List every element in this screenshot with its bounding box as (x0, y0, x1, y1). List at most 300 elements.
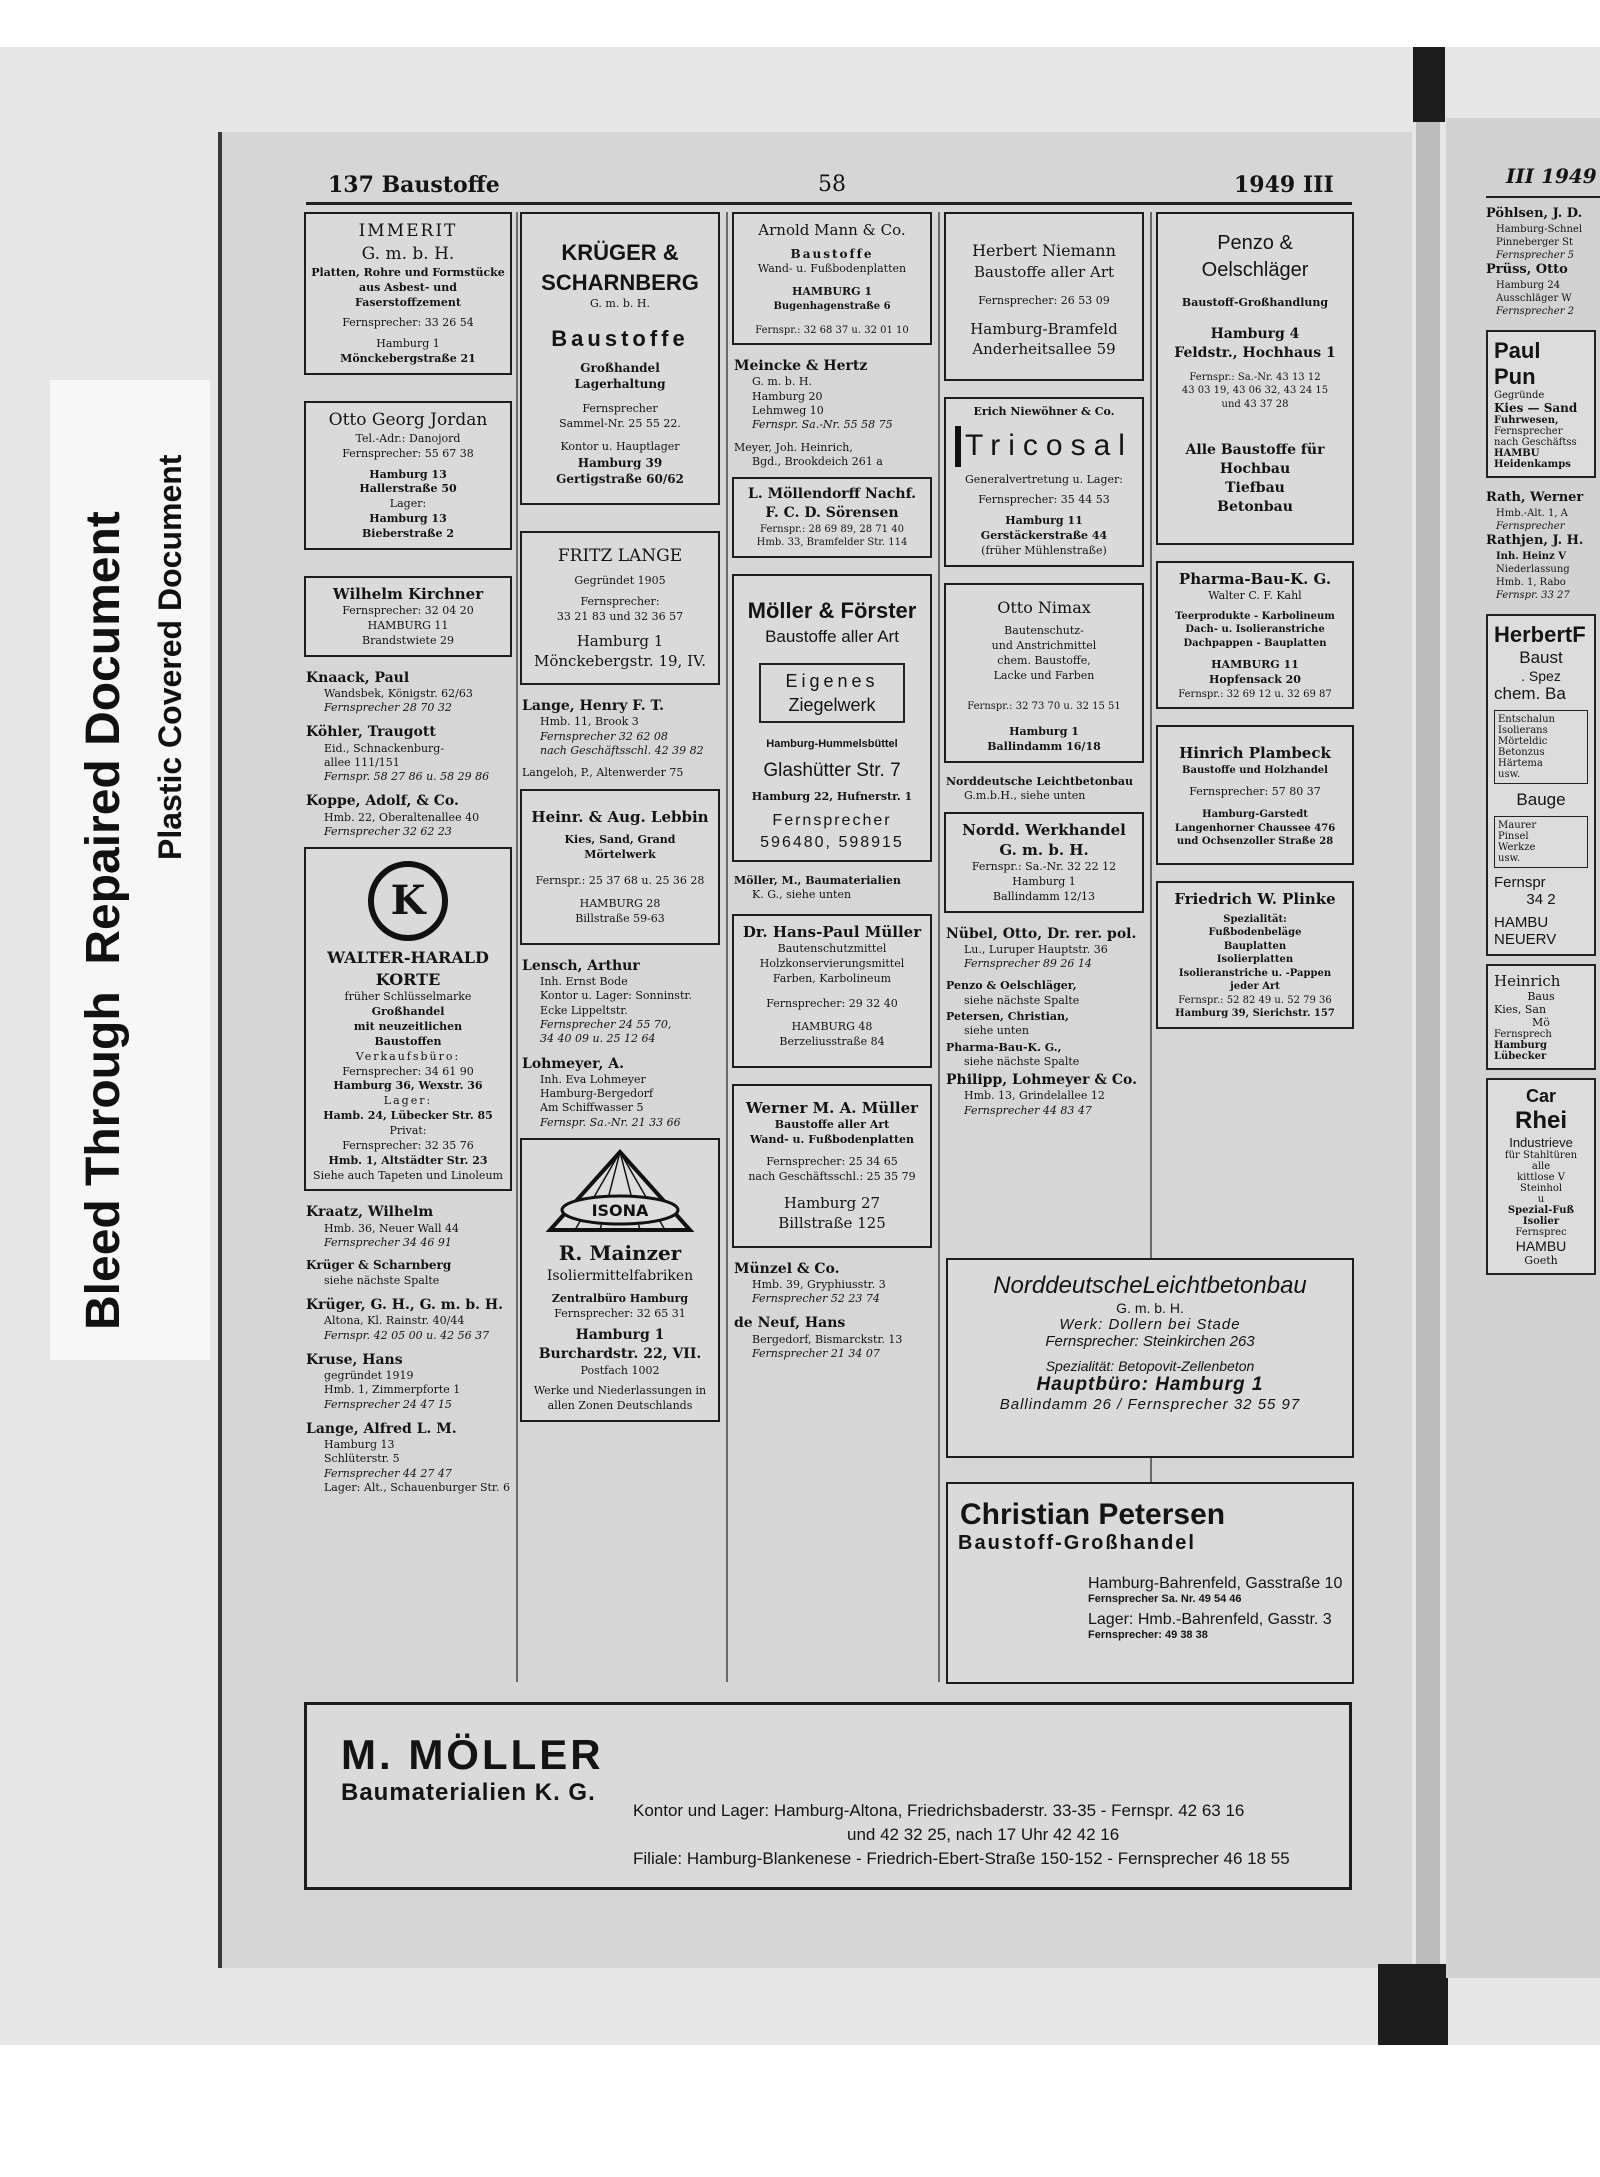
ad-penzo-oelschlaeger (1156, 212, 1354, 545)
entry-line: Lager: Alt., Schauenburger Str. 6 (324, 1480, 510, 1494)
entry-line: Inh. Heinz V (1496, 550, 1566, 562)
entry-name: Pöhlsen, J. D. (1486, 206, 1583, 221)
ad-text: alle (1531, 1160, 1551, 1172)
ad-pharma-bau (1156, 561, 1354, 710)
listing-entry (732, 441, 932, 470)
ad-phone: Sammel-Nr. 25 55 22. (559, 417, 681, 431)
ad-text: Isolier (1522, 1215, 1560, 1227)
ad-isona (520, 1138, 720, 1422)
entry-name: Rath, Werner (1486, 489, 1584, 505)
ad-title: Pharma-Bau-K. G. (1178, 569, 1332, 588)
book-gutter (1416, 120, 1440, 1980)
ad-text: Kies, Sand, Grand (564, 832, 676, 846)
ad-phone: 43 03 19, 43 06 32, 43 24 15 (1181, 385, 1329, 397)
ad-street: Gerstäckerstraße 44 (980, 529, 1108, 543)
ad-address: Hamb. 24, Lübecker Str. 85 (323, 1109, 493, 1123)
ad-title: Möller & Förster (747, 597, 917, 623)
ad-address: Hamburg 22, Hufnerstr. 1 (751, 789, 913, 803)
entry-line: Fernsprecher 24 47 15 (324, 1397, 452, 1411)
listing-entry (304, 1351, 512, 1412)
ad-heinrich-partial (1486, 964, 1596, 1070)
ad-text: Betonzus (1498, 746, 1545, 758)
ad-title: Rhei (1514, 1106, 1567, 1134)
ad-moellendorff (732, 477, 932, 558)
ad-city: HAMBU (1515, 1237, 1567, 1254)
entry-name: Lange, Henry F. T. (522, 698, 665, 715)
listing-entry (520, 697, 720, 758)
tricosal-logo: Tricosal (955, 426, 1133, 467)
ad-text: jeder Art (1230, 981, 1280, 993)
ad-text: Fußbodenbeläge (1208, 927, 1302, 939)
ad-phone: 33 21 83 und 32 36 57 (556, 609, 684, 623)
ad-phone: 596480, 598915 (760, 834, 904, 852)
entry-line: Hmb. 1, Zimmerpforte 1 (324, 1383, 461, 1397)
ad-title: NorddeutscheLeichtbetonbau (993, 1272, 1307, 1299)
entry-name: Meincke & Hertz (734, 358, 868, 375)
ad-title: WALTER-HARALD (327, 948, 489, 968)
listing-entry (520, 766, 720, 780)
ad-text: Dachpappen - Bauplatten (1183, 637, 1327, 649)
ad-heading: Baustoffe (790, 247, 874, 262)
entry-line: Pinneberger St (1496, 236, 1573, 248)
page-number: 58 (818, 172, 846, 197)
entry-line: Fernspr. 42 05 00 u. 42 56 37 (324, 1328, 490, 1342)
ad-text: Werkze (1498, 841, 1536, 853)
entry-name: Krüger & Scharnberg (306, 1258, 452, 1273)
entry-name: Philipp, Lohmeyer & Co. (946, 1072, 1137, 1089)
ad-city: Hamburg 11 (1005, 514, 1083, 528)
ad-text: Mörtelwerk (584, 847, 656, 861)
entry-line: Lu., Luruper Hauptstr. 36 (964, 942, 1108, 956)
entry-line: Bergedorf, Bismarckstr. 13 (752, 1332, 903, 1346)
ad-text: mit neuzeitlichen (353, 1020, 463, 1034)
entry-line: K. G., siehe unten (752, 887, 852, 901)
ad-text: Kies, San (1494, 1002, 1547, 1016)
entry-line: siehe nächste Spalte (324, 1273, 440, 1287)
ad-paul-pun (1486, 330, 1596, 478)
ad-text: nach Geschäftss (1494, 436, 1577, 448)
ad-text: Teerprodukte - Karbolineum (1175, 610, 1335, 622)
entry-line: Fernsprecher 24 55 70, (540, 1018, 672, 1032)
ad-text: Isolierplatten (1216, 954, 1294, 966)
ad-phone: Fernspr.: 28 69 89, 28 71 40 (760, 523, 904, 535)
ad-title: FRITZ LANGE (557, 546, 683, 567)
ad-street: Mönckebergstraße 21 (340, 352, 476, 366)
entry-line: 34 40 09 u. 25 12 64 (540, 1032, 656, 1046)
entry-name: Möller, M., Baumaterialien (734, 873, 901, 887)
ad-phone: Fernsprecher: 26 53 09 (978, 293, 1110, 307)
ad-title: Penzo & Oelschläger (1201, 232, 1309, 281)
ad-text: Lager: (389, 497, 427, 511)
entry-line: siehe nächste Spalte (964, 993, 1080, 1007)
ad-text: Wand- u. Fußbodenplatten (749, 1132, 915, 1146)
ad-street: Langenhorner Chaussee 476 (1174, 822, 1336, 834)
ad-text: Maurer (1498, 819, 1537, 831)
entry-line: Hmb. 11, Brook 3 (540, 715, 639, 729)
ad-title: L. Möllendorff Nachf. (748, 486, 916, 503)
column-separator (1150, 212, 1152, 1682)
ad-city: Hamburg 27 (783, 1194, 881, 1213)
entry-name: Rathjen, J. H. (1486, 532, 1584, 548)
ad-text: Lager: (383, 1094, 433, 1108)
ad-title: Otto Nimax (997, 597, 1091, 617)
ad-text: Mö (1532, 1015, 1550, 1029)
ad-title: Wilhelm Kirchner (332, 584, 484, 603)
ad-phone: Fernsprecher: 55 67 38 (342, 446, 474, 460)
ad-text: Tel.-Adr.: Danojord (355, 431, 461, 445)
ad-phone: Fernsprecher: 49 38 38 (1088, 1629, 1208, 1641)
ad-plambeck (1156, 725, 1354, 864)
listing-entry (304, 669, 512, 716)
column-separator (726, 212, 728, 1682)
ad-text: Isolieranstriche u. -Pappen (1178, 967, 1332, 979)
entry-name: Lensch, Arthur (522, 958, 640, 974)
ad-title: Dr. Hans-Paul Müller (742, 923, 922, 942)
header-right: 1949 III (1234, 172, 1334, 198)
entry-line: Hmb. 1, Rabo (1496, 576, 1566, 588)
ad-text: Tiefbau (1225, 479, 1285, 496)
entry-line: Ausschläger W (1496, 292, 1572, 304)
ad-street: Anderheitsallee 59 (972, 339, 1116, 358)
spine-top (1413, 47, 1445, 122)
ad-text: Farben, Karbolineum (772, 972, 892, 986)
ad-text: Pinsel (1498, 830, 1529, 842)
ad-phone: Fernsprecher: 32 04 20 (342, 604, 474, 618)
plastic-covered-label: Plastic Covered Document (152, 454, 188, 860)
ad-lebbin (520, 789, 720, 945)
bleed-through-repaired-label: Bleed Through Repaired Document (77, 511, 130, 1330)
ad-text: Lacke und Farben (993, 668, 1095, 682)
ad-street: Ballindamm 12/13 (993, 889, 1095, 903)
entry-line: Fernspr. 33 27 (1496, 589, 1570, 601)
ad-phone: Fernsprech (1494, 1028, 1552, 1040)
ad-text: Dach- u. Isolieranstriche (1185, 624, 1325, 636)
entry-line: Hmb. 39, Gryphiusstr. 3 (752, 1277, 886, 1291)
ad-text: Ziegelwerk (788, 694, 876, 715)
ad-address: Hamburg 39, Sierichstr. 157 (1175, 1008, 1335, 1020)
entry-line: Am Schiffwasser 5 (540, 1101, 644, 1115)
ad-phone: Fernsprecher: 33 26 54 (342, 316, 474, 330)
ad-text: Baustoff-Großhandlung (1181, 296, 1329, 309)
ad-address: Filiale: Hamburg-Blankenese - Friedrich-Ebert-Straße 150-152 - Fernsprecher 46 18 55 (633, 1849, 1290, 1868)
ad-text: Postfach 1002 (580, 1363, 660, 1377)
entry-line: Hamburg 24 (1496, 279, 1561, 291)
ad-text: Härtema (1498, 757, 1543, 769)
ad-text: Kontor u. Hauptlager (560, 439, 680, 453)
ad-city: HAMBURG 28 (579, 897, 661, 911)
ad-title: Werner M. A. Müller (745, 1098, 919, 1117)
ad-text: Großhandel (371, 1005, 445, 1019)
ad-title: KRÜGER & (561, 240, 679, 265)
ad-phone: Fernspr.: 32 68 37 u. 32 01 10 (755, 324, 909, 336)
listing-entry (304, 792, 512, 839)
ad-title: Erich Niewöhner & Co. (973, 405, 1115, 419)
ad-city: Hamburg 1 (575, 1326, 665, 1343)
ad-text: Großhandel (580, 360, 660, 375)
entry-line: Fernspr. Sa.-Nr. 21 33 66 (540, 1115, 681, 1129)
entry-line: siehe unten (964, 1024, 1029, 1038)
ad-plinke (1156, 881, 1354, 1029)
ad-text: Alle Baustoffe für (1185, 442, 1325, 459)
listing-entry (304, 1296, 512, 1343)
ad-phone: Fernsprecher Sa. Nr. 49 54 46 (1088, 1593, 1242, 1605)
ad-street: Berzeliusstraße 84 (779, 1034, 885, 1048)
ad-address: Hamburg 36, Wexstr. 36 (333, 1079, 483, 1093)
ad-phone: Fernsprec (1515, 1226, 1567, 1238)
entry-line: G.m.b.H., siehe unten (964, 789, 1086, 803)
ad-text: Eigenes (785, 670, 879, 691)
spine-bottom (1378, 1964, 1448, 2045)
ad-text: Bautenschutzmittel (777, 942, 887, 956)
listing-entry (304, 1420, 512, 1495)
ad-title: M. MÖLLER (341, 1731, 604, 1778)
header-rule (306, 202, 1352, 205)
column-2 (520, 212, 720, 1434)
ad-inner-list (1494, 816, 1588, 868)
entry-line: Fernsprecher (1496, 520, 1565, 532)
ad-phone: und 43 37 28 (1221, 398, 1289, 410)
ad-address: Hamburg-Bahrenfeld, Gasstraße 10 (1088, 1575, 1343, 1592)
ad-text: chem. Baustoffe, (997, 654, 1091, 668)
ad-text: Isoliermittelfabriken (546, 1268, 694, 1285)
ad-title: Christian Petersen (960, 1498, 1226, 1531)
ad-title: Otto Georg Jordan (328, 409, 488, 430)
ad-herbert-partial (1486, 614, 1596, 956)
ad-immerit (304, 212, 512, 375)
ad-text: Spezialität: (1223, 913, 1287, 925)
entry-line: Hmb. 36, Neuer Wall 44 (324, 1221, 459, 1235)
ad-city: Hamburg 1 (376, 337, 440, 351)
entry-line: Ecke Lippeltstr. (540, 1003, 628, 1017)
isona-logo-icon (545, 1146, 695, 1236)
ad-city: Hamburg 1 (1009, 725, 1079, 739)
entry-name: Koppe, Adolf, & Co. (306, 793, 459, 810)
ad-phone: Fernspr.: Sa.-Nr. 32 22 12 (971, 860, 1117, 873)
ad-werner-mueller (732, 1084, 932, 1248)
entry-line: Schlüterstr. 5 (324, 1452, 400, 1466)
ad-title: HerbertF (1494, 621, 1586, 647)
ad-herbert-niemann (944, 212, 1144, 381)
ad-text: (früher Mühlenstraße) (981, 543, 1107, 557)
listing-entry (304, 1258, 512, 1288)
ad-text: Betonbau (1217, 498, 1293, 515)
ad-text: Fernsprecher (1494, 425, 1563, 437)
entry-line: siehe nächste Spalte (964, 1054, 1080, 1068)
ad-address: Ballindamm 26 / Fernsprecher 32 55 97 (999, 1396, 1301, 1413)
ad-city: Hamburg 39 (577, 455, 663, 470)
ad-address: Hauptbüro: Hamburg 1 (1036, 1374, 1264, 1395)
entry-name: Kraatz, Wilhelm (306, 1204, 434, 1221)
ad-city: Hamburg 13 (369, 467, 447, 481)
ad-text: Baustoffen (374, 1034, 442, 1048)
ad-street: Hallerstraße 50 (359, 482, 457, 496)
ad-text: Mörteldic (1498, 735, 1548, 747)
ad-city: HAMBU (1494, 913, 1549, 931)
entry-name: Nübel, Otto, Dr. rer. pol. (946, 925, 1137, 942)
entry-line: Hamburg-Schnel (1496, 223, 1583, 235)
right-entries-top (1446, 202, 1600, 322)
column-separator (516, 212, 518, 1682)
ad-phone: Fernspr (1494, 873, 1546, 891)
entry-line: Fernsprecher 52 23 74 (752, 1292, 880, 1306)
ad-jordan (304, 401, 512, 550)
right-header-rule (1486, 196, 1600, 198)
ad-street: Hopfensack 20 (1209, 673, 1301, 687)
ad-text: Generalvertretung u. Lager: (965, 472, 1123, 486)
entry-line: Fernspr. 58 27 86 u. 58 29 86 (324, 770, 490, 784)
ad-text: Entschalun (1498, 713, 1555, 725)
listing-entry (520, 957, 720, 1047)
ad-title: IMMERIT (358, 221, 458, 241)
listing-entry (732, 1260, 932, 1307)
listing-entry (944, 979, 1144, 1008)
ad-krueger-scharnberg (520, 212, 720, 505)
ad-address: Hmb. 33, Bramfelder Str. 114 (756, 537, 908, 549)
entry-name: Pharma-Bau-K. G., (946, 1040, 1062, 1054)
ad-subtitle: G. m. b. H. (361, 243, 455, 264)
ad-title: R. Mainzer (558, 1241, 682, 1266)
ad-phone: Fernsprecher: 34 61 90 (342, 1064, 474, 1078)
ad-text: chem. Ba (1494, 683, 1566, 703)
ad-street: Feldstr., Hochhaus 1 (1174, 344, 1336, 361)
entry-line: Fernsprecher 32 62 23 (324, 824, 452, 838)
ad-text: Fernsprecher: (580, 594, 660, 608)
ad-title: Heinr. & Aug. Lebbin (531, 807, 709, 826)
ad-text: Baustoffe und Holzhandel (1182, 764, 1328, 776)
entry-name: de Neuf, Hans (734, 1315, 846, 1332)
listing-entry (944, 775, 1144, 804)
ad-street: Bieberstraße 2 (362, 526, 454, 540)
ad-text: Verkaufsbüro: (355, 1049, 461, 1063)
ad-text: Baustoffe aller Art (973, 262, 1115, 281)
ad-phone: Fernspr.: 32 69 12 u. 32 69 87 (1178, 688, 1332, 700)
ad-inner-list (1494, 710, 1588, 784)
ad-city: Hamburg 4 (1210, 325, 1300, 342)
right-entries-mid (1446, 486, 1600, 606)
entry-name: Petersen, Christian, (946, 1009, 1069, 1023)
ad-title: Arnold Mann & Co. (758, 221, 906, 239)
entry-line: Hmb. 22, Oberaltenallee 40 (324, 810, 480, 824)
entry-name: Krüger, G. H., G. m. b. H. (306, 1297, 503, 1314)
ad-phone: Fernsprecher: Steinkirchen 263 (1045, 1333, 1255, 1350)
ad-street: Heidenkamps (1494, 458, 1571, 470)
entry-name: Knaack, Paul (306, 669, 410, 686)
ad-text: Hamburg-Hummelsbüttel (766, 738, 898, 751)
ad-text: Wand- u. Fußbodenplatten (757, 262, 907, 276)
ad-text: für Stahltüren (1504, 1149, 1578, 1161)
ad-tricosal (944, 397, 1144, 567)
listing-entry (732, 357, 932, 432)
ad-text: Fernsprecher (772, 812, 892, 830)
ad-street: Glashütter Str. 7 (763, 759, 901, 781)
ad-title: Heinrich (1494, 971, 1561, 990)
ad-street: Gertigstraße 60/62 (556, 472, 684, 486)
ad-text: Bauge (1516, 789, 1566, 809)
ad-address: Kontor und Lager: Hamburg-Altona, Friedrichsbaderstr. 33-35 - Fernspr. 42 63 16 (633, 1801, 1245, 1820)
ad-leichtbetonbau (946, 1258, 1354, 1458)
entry-line: Inh. Eva Lohmeyer (540, 1072, 646, 1086)
ad-phone: nach Geschäftsschl.: 25 35 79 (748, 1170, 916, 1184)
ad-street: Lübecker (1494, 1050, 1547, 1062)
ad-text: Gegründe (1494, 389, 1545, 401)
ad-text: Spezial-Fuß (1507, 1204, 1575, 1216)
ad-hans-paul-mueller (732, 914, 932, 1067)
entry-line: Fernsprecher 32 62 08 (540, 729, 668, 743)
ad-city: Hamburg (1494, 1039, 1548, 1051)
ad-city: HAMBURG 48 (791, 1019, 873, 1033)
ad-text: Zentralbüro Hamburg (551, 1292, 689, 1306)
ad-title: Hinrich Plambeck (1179, 744, 1331, 763)
listing-entry (944, 1041, 1144, 1070)
ad-kirchner (304, 576, 512, 657)
ad-street: Ballindamm 16/18 (987, 740, 1101, 754)
entry-line: Fernsprecher 21 34 07 (752, 1346, 880, 1360)
entry-line: Fernsprecher 5 (1496, 249, 1575, 261)
entry-line: Bgd., Brookdeich 261 a (752, 454, 883, 468)
ad-text: usw. (1498, 768, 1521, 780)
entry-line: nach Geschäftsschl. 42 39 82 (540, 743, 704, 757)
ad-text: Baustoffe aller Art (765, 626, 899, 646)
ad-subtitle: Baustoff-Großhandel (958, 1532, 1196, 1554)
entry-name: Langeloh, P., Altenwerder 75 (522, 766, 684, 780)
listing-entry (732, 874, 932, 903)
entry-name: Prüss, Otto (1486, 261, 1568, 277)
entry-line: Eid., Schnackenburg- (324, 741, 445, 755)
ad-text: Kies — Sand (1494, 400, 1578, 415)
ad-city: Hamburg-Garstedt (1202, 809, 1308, 821)
entry-line: gegründet 1919 (324, 1369, 414, 1382)
ad-text: Siehe auch Tapeten und Linoleum (313, 1168, 503, 1182)
ad-text: Privat: (389, 1123, 427, 1137)
ad-title: Paul Pun (1494, 337, 1541, 389)
entry-line: Niederlassung (1496, 563, 1570, 575)
ad-moeller-foerster (732, 574, 932, 862)
entry-line: Lehmweg 10 (752, 403, 824, 417)
ad-text: Bauplatten (1223, 940, 1287, 952)
ad-title: Car (1525, 1085, 1556, 1106)
ad-city: Hamburg 13 (369, 512, 447, 526)
entry-name: Penzo & Oelschläger, (946, 979, 1077, 993)
ad-text: Baust (1519, 647, 1563, 667)
ad-city: Hamburg-Bramfeld (970, 319, 1118, 338)
ad-city: Hamburg 1 (576, 631, 664, 650)
ad-heading: Baustoffe (551, 326, 689, 352)
ad-text: u (1537, 1193, 1545, 1205)
ad-street: Brandstwiete 29 (362, 633, 454, 647)
ad-text: Fernsprecher (582, 402, 658, 416)
entry-name: Lange, Alfred L. M. (306, 1420, 457, 1437)
ad-text: kittlose V (1517, 1171, 1565, 1183)
ad-subtitle: Baumaterialien K. G. (341, 1779, 596, 1806)
entry-line: Altona, Kl. Rainstr. 40/44 (324, 1314, 465, 1328)
entry-line: Hamburg-Bergedorf (540, 1087, 654, 1101)
ad-street: Billstraße 125 (778, 1214, 886, 1233)
entry-line: Hamburg 13 (324, 1438, 395, 1452)
ad-phone: Fernsprecher: 57 80 37 (1189, 785, 1321, 799)
ad-korte (304, 847, 512, 1191)
ad-fritz-lange (520, 531, 720, 685)
header-left: 137 Baustoffe (328, 172, 500, 198)
entry-name: Kruse, Hans (306, 1351, 403, 1368)
ad-text: Industrieve (1509, 1134, 1573, 1150)
entry-line: G. m. b. H. (752, 375, 812, 389)
right-page-partial (1446, 118, 1600, 1978)
ad-text: usw. (1498, 852, 1521, 864)
ad-subtitle: G. m. b. H. (1116, 1300, 1184, 1316)
ad-phone: und 42 32 25, nach 17 Uhr 42 42 16 (847, 1825, 1120, 1844)
ad-text: Lagerhaltung (574, 377, 666, 392)
ad-title: Herbert Niemann (972, 241, 1116, 260)
